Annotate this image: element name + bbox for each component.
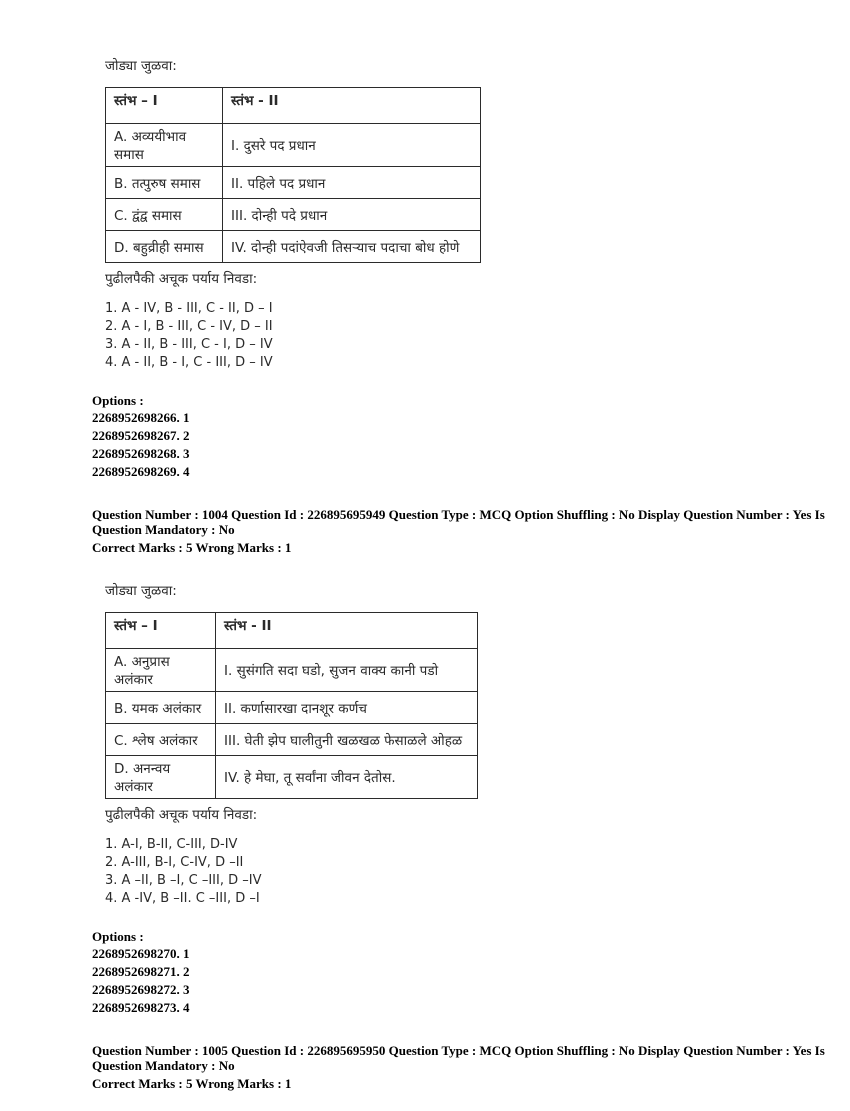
question-meta-1004	[92, 507, 825, 555]
table-cell-left: C. द्वंद्व समास	[106, 199, 223, 231]
option-id-1: 2268952698266. 1	[92, 410, 190, 425]
options-label: Options :	[92, 393, 144, 408]
choice-3: 3. A - II, B - III, C - I, D – IV	[105, 337, 273, 352]
choice-4: 4. A -IV, B –II. C –III, D –I	[105, 891, 260, 906]
match-the-pairs-prompt: जोड्या जुळवा:	[105, 583, 177, 599]
match-table	[105, 612, 478, 799]
option-id-2: 2268952698271. 2	[92, 964, 190, 979]
choice-4: 4. A - II, B - I, C - III, D – IV	[105, 355, 273, 370]
column-header-ii: स्तंभ - II	[223, 88, 481, 124]
table-row	[106, 756, 478, 799]
table-cell-right: III. दोन्ही पदे प्रधान	[223, 199, 481, 231]
choice-2: 2. A - I, B - III, C - IV, D – II	[105, 319, 273, 334]
choice-3: 3. A –II, B –I, C –III, D –IV	[105, 873, 262, 888]
option-id-4: 2268952698269. 4	[92, 464, 190, 479]
column-header-i: स्तंभ – I	[106, 613, 216, 649]
table-row	[106, 692, 478, 724]
table-cell-left: D. बहुव्रीही समास	[106, 231, 223, 263]
table-row	[106, 167, 481, 199]
table-cell-right: I. दुसरे पद प्रधान	[223, 124, 481, 167]
option-id-4: 2268952698273. 4	[92, 1000, 190, 1015]
question-meta-line-1: Question Number : 1004 Question Id : 226895695949 Question Type : MCQ Option Shuffling : No Display Question Number : Yes Is	[92, 507, 825, 522]
table-cell-right: I. सुसंगति सदा घडो, सुजन वाक्य कानी पडो	[216, 649, 478, 692]
match-table	[105, 87, 481, 263]
options-label: Options :	[92, 929, 144, 944]
table-row	[106, 724, 478, 756]
table-cell-right: III. घेती झेप घालीतुनी खळखळ फेसाळले ओहळ	[216, 724, 478, 756]
choice-1: 1. A-I, B-II, C-III, D-IV	[105, 837, 238, 852]
option-ids-list	[92, 409, 810, 481]
choose-correct-option-instruction: पुढीलपैकी अचूक पर्याय निवडा:	[105, 271, 258, 287]
column-header-i: स्तंभ – I	[106, 88, 223, 124]
question-meta-1005	[92, 1043, 825, 1091]
option-id-1: 2268952698270. 1	[92, 946, 190, 961]
table-cell-left: D. अनन्वय अलंकार	[106, 756, 216, 799]
marks-line: Correct Marks : 5 Wrong Marks : 1	[92, 540, 292, 555]
question-block-1003	[92, 58, 810, 481]
table-cell-right: IV. हे मेघा, तू सर्वांना जीवन देतोस.	[216, 756, 478, 799]
choice-1: 1. A - IV, B - III, C - II, D – I	[105, 301, 273, 316]
table-cell-left: C. श्लेष अलंकार	[106, 724, 216, 756]
option-id-2: 2268952698267. 2	[92, 428, 190, 443]
option-ids-list	[92, 945, 810, 1017]
question-block-1004	[92, 583, 810, 1017]
column-header-ii: स्तंभ - II	[216, 613, 478, 649]
table-cell-left: B. तत्पुरुष समास	[106, 167, 223, 199]
table-row	[106, 199, 481, 231]
table-row	[106, 124, 481, 167]
table-row	[106, 231, 481, 263]
table-cell-right: II. कर्णासारखा दानशूर कर्णच	[216, 692, 478, 724]
table-cell-right: IV. दोन्ही पदांऐवजी तिसऱ्याच पदाचा बोध होणे	[223, 231, 481, 263]
table-cell-right: II. पहिले पद प्रधान	[223, 167, 481, 199]
table-cell-left: A. अव्ययीभाव समास	[106, 124, 223, 167]
choices-list	[105, 836, 810, 908]
choose-correct-option-instruction: पुढीलपैकी अचूक पर्याय निवडा:	[105, 807, 258, 823]
question-meta-line-1: Question Number : 1005 Question Id : 226895695950 Question Type : MCQ Option Shuffling : No Display Question Number : Yes Is	[92, 1043, 825, 1058]
choices-list	[105, 300, 810, 372]
marks-line: Correct Marks : 5 Wrong Marks : 1	[92, 1076, 292, 1091]
question-meta-line-2: Question Mandatory : No	[92, 1058, 235, 1073]
table-header-row	[106, 88, 481, 124]
table-cell-left: A. अनुप्रास अलंकार	[106, 649, 216, 692]
table-row	[106, 649, 478, 692]
match-the-pairs-prompt: जोड्या जुळवा:	[105, 58, 177, 74]
option-id-3: 2268952698272. 3	[92, 982, 190, 997]
table-header-row	[106, 613, 478, 649]
choice-2: 2. A-III, B-I, C-IV, D –II	[105, 855, 244, 870]
table-cell-left: B. यमक अलंकार	[106, 692, 216, 724]
option-id-3: 2268952698268. 3	[92, 446, 190, 461]
question-meta-line-2: Question Mandatory : No	[92, 522, 235, 537]
